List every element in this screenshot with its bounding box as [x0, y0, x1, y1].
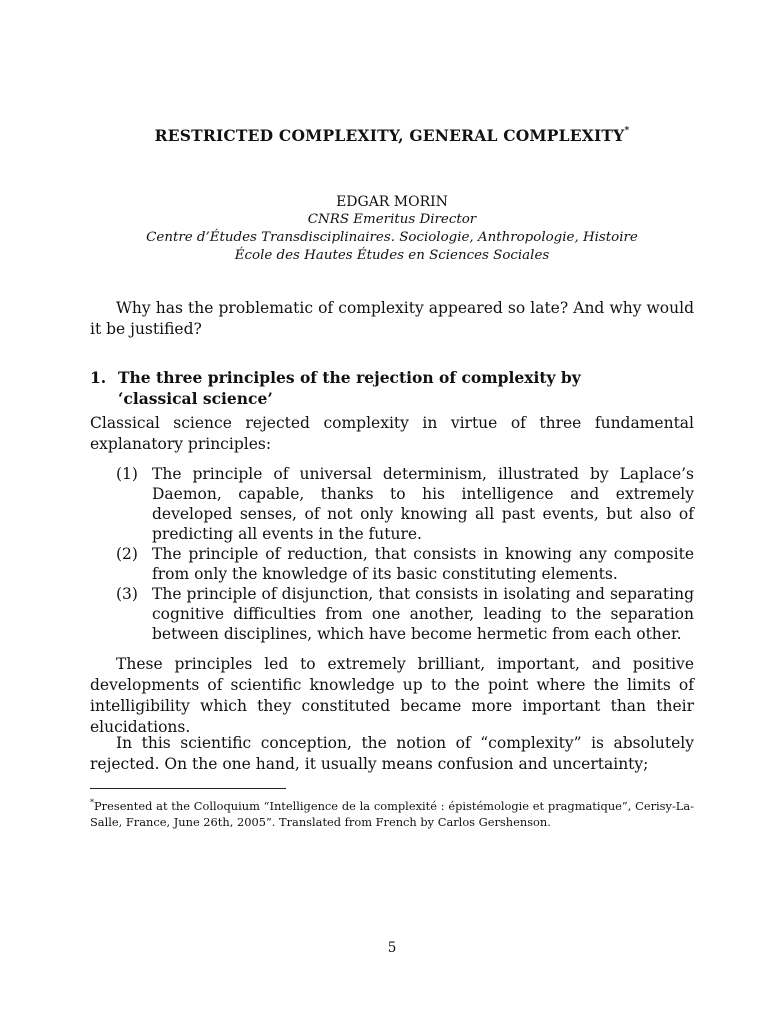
footnote-divider: [90, 788, 286, 789]
paper-title: [90, 126, 694, 145]
footnote: [90, 795, 694, 830]
title-footnote-mark: *: [624, 126, 630, 136]
principles-list: [116, 464, 694, 644]
section-heading: [90, 367, 694, 409]
classical-paragraph: Classical science rejected complexity in virtue of three fundamental explanatory principles:: [90, 414, 694, 453]
footnote-mark: *: [90, 798, 94, 807]
author-affiliation-1: Centre d’Études Transdisciplinaires. Sociologie, Anthropologie, Histoire: [146, 230, 638, 245]
list-item-marker: (3): [116, 585, 138, 603]
list-item-text: The principle of universal determinism, illustrated by Laplace’s Daemon, capable, thanks to his intelligence and extremely developed senses, of not only knowing all past events, but also of predicting all events in the future.: [152, 465, 694, 543]
list-item-text: The principle of disjunction, that consists in isolating and separating cognitive difficulties from one another, leading to the separation between disciplines, which have become hermetic from each other.: [152, 585, 694, 643]
author-name: EDGAR MORIN: [336, 194, 448, 210]
list-item: [116, 464, 694, 544]
list-item: [116, 544, 694, 584]
paper-title-text: RESTRICTED COMPLEXITY, GENERAL COMPLEXITY: [154, 126, 625, 145]
footnote-text: Presented at the Colloquium “Intelligence de la complexité : épistémologie et pragmatique”, Cerisy-La-Salle, France, June 26th, 2005”. Translated from French by Carlos Gershenson.: [90, 798, 694, 829]
body-paragraph-2: These principles led to extremely brilliant, important, and positive developments of scientific knowledge up to the point where the limits of intelligibility which they constituted became more important than their elucidations.: [90, 655, 694, 736]
list-item-text: The principle of reduction, that consists in knowing any composite from only the knowledge of its basic constituting elements.: [152, 545, 694, 583]
intro-paragraph: Why has the problematic of complexity appeared so late? And why would it be justified?: [90, 299, 694, 338]
section-heading-line-2: ‘classical science’: [118, 389, 273, 408]
author-affiliation-2: École des Hautes Études en Sciences Sociales: [234, 248, 550, 263]
list-item-marker: (1): [116, 465, 138, 483]
list-item-marker: (2): [116, 545, 138, 563]
section-heading-line-1: The three principles of the rejection of complexity by: [118, 368, 581, 387]
section-number: 1.: [90, 368, 107, 387]
body-paragraph-3: In this scientific conception, the notion of “complexity” is absolutely rejected. On the one hand, it usually means confusion and uncertainty;: [90, 734, 694, 773]
page-number: 5: [387, 940, 397, 956]
author-position: CNRS Emeritus Director: [307, 212, 477, 227]
author-block: [90, 193, 694, 265]
list-item: [116, 584, 694, 644]
